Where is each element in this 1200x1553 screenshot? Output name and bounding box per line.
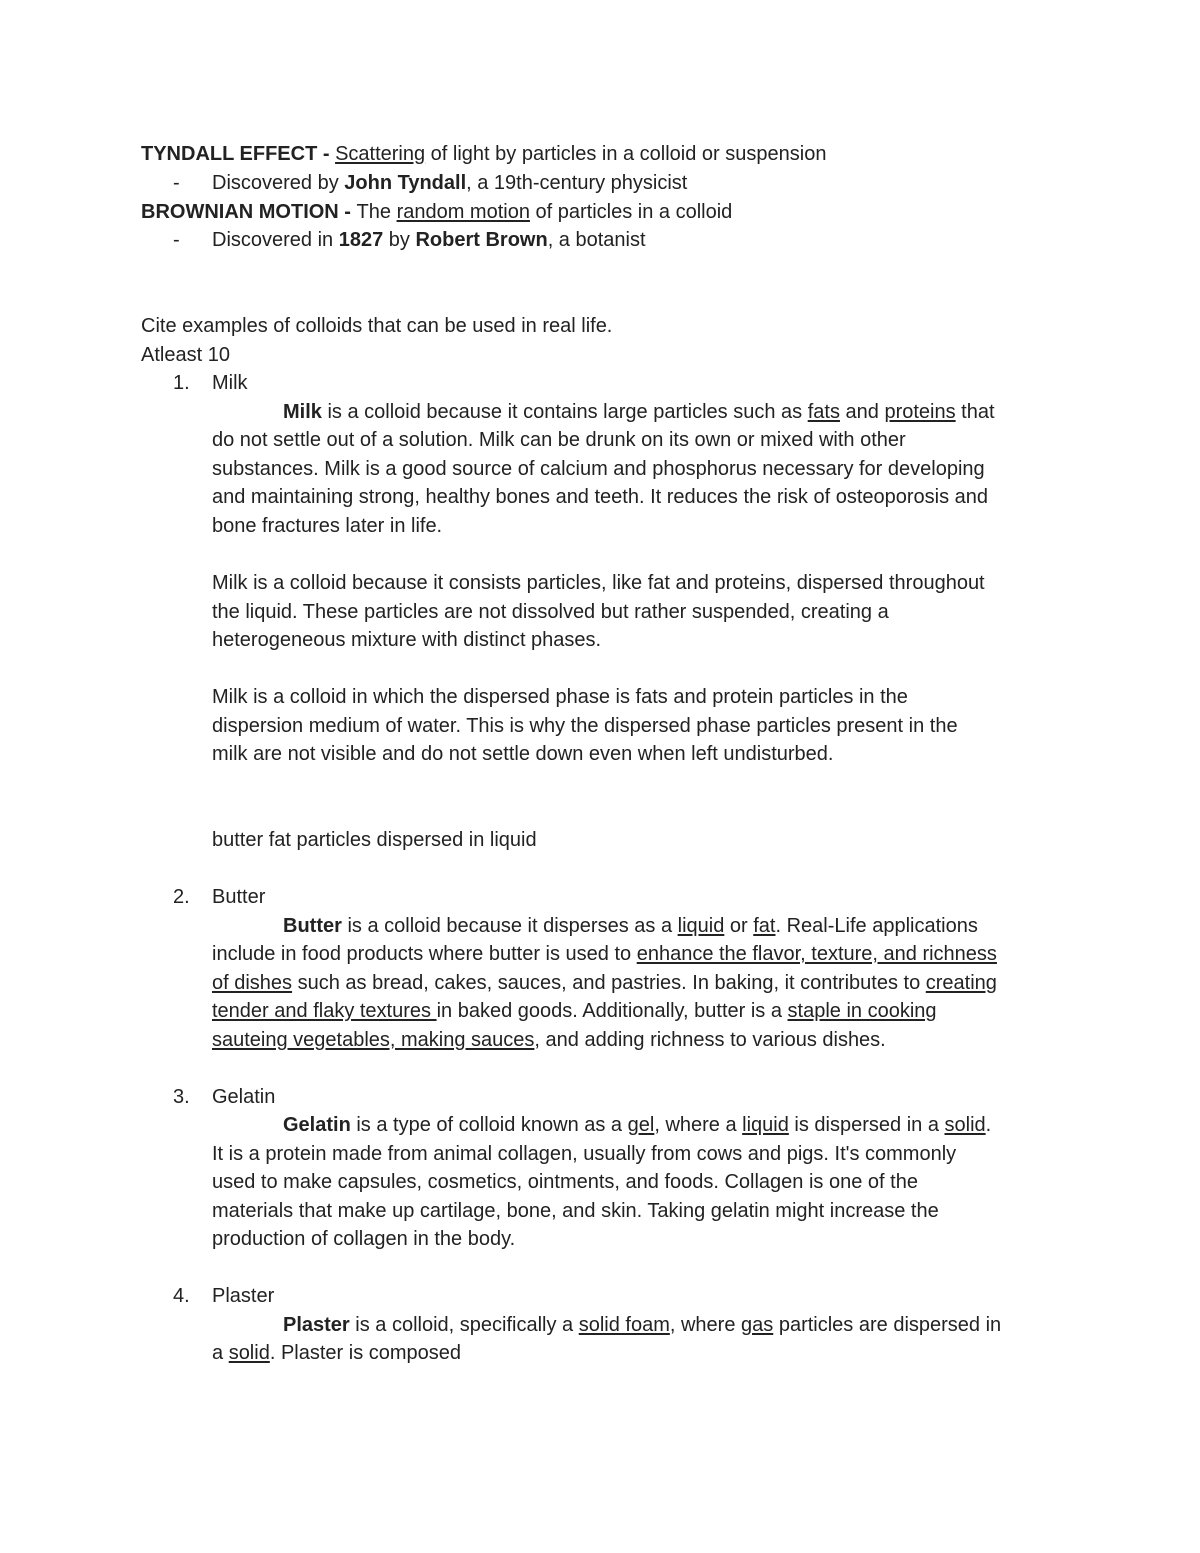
gelatin-paragraph-line: It is a protein made from animal collagen, usually from cows and pigs. It's commonly xyxy=(212,1143,957,1165)
gelatin-paragraph-line: production of collagen in the body. xyxy=(212,1228,516,1250)
tyndall-discovery-pre: Discovered by xyxy=(212,172,345,194)
prompt-count: Atleast 10 xyxy=(141,344,230,366)
milk-paragraph-line: and maintaining strong, healthy bones and teeth. It reduces the risk of osteoporosis and xyxy=(212,486,989,508)
list-item-title: Butter xyxy=(212,886,266,908)
plaster-text: . Plaster is composed xyxy=(269,1342,462,1364)
plaster-keyword: gas xyxy=(741,1314,774,1336)
butter-paragraph-line xyxy=(283,914,978,938)
butter-keyword: liquid xyxy=(677,915,725,937)
plaster-paragraph-line xyxy=(212,1341,461,1365)
milk-note: butter fat particles dispersed in liquid xyxy=(212,829,537,851)
milk-paragraph-line: Milk is a colloid because it consists particles, like fat and proteins, dispersed throughout xyxy=(212,572,985,594)
milk-bold: Milk xyxy=(283,401,322,423)
tyndall-discovery xyxy=(212,171,687,195)
milk-paragraph-line xyxy=(283,400,995,424)
plaster-text: a xyxy=(212,1342,229,1364)
plaster-keyword: solid foam xyxy=(578,1314,670,1336)
milk-paragraph-line: substances. Milk is a good source of calcium and phosphorus necessary for developing xyxy=(212,458,985,480)
butter-paragraph-line xyxy=(212,971,997,995)
milk-paragraph-line: Milk is a colloid in which the dispersed phase is fats and protein particles in the xyxy=(212,686,908,708)
brownian-discovery-pre: Discovered in xyxy=(212,229,339,251)
list-number: 4. xyxy=(173,1285,190,1307)
brownian-discovery-post: , a botanist xyxy=(547,229,646,251)
gelatin-text: . xyxy=(985,1114,992,1136)
brownian-keyword: random motion xyxy=(396,201,530,223)
milk-text: that xyxy=(955,401,995,423)
butter-keyword: tender and flaky textures xyxy=(212,1000,437,1022)
gelatin-bold: Gelatin xyxy=(283,1114,351,1136)
gelatin-text: is a type of colloid known as a xyxy=(350,1114,628,1136)
butter-text: include in food products where butter is used to xyxy=(212,943,637,965)
tyndall-term: TYNDALL EFFECT - xyxy=(141,143,336,165)
butter-keyword: enhance the flavor, texture, and richness xyxy=(636,943,997,965)
tyndall-discovery-post: , a 19th-century physicist xyxy=(466,172,688,194)
milk-text: is a colloid because it contains large particles such as xyxy=(321,401,808,423)
milk-paragraph-line: milk are not visible and do not settle down even when left undisturbed. xyxy=(212,743,834,765)
prompt-line: Cite examples of colloids that can be used in real life. xyxy=(141,315,613,337)
butter-keyword: staple in cooking xyxy=(787,1000,937,1022)
tyndall-discoverer: John Tyndall xyxy=(344,172,467,194)
list-number: 3. xyxy=(173,1086,190,1108)
brownian-bullet: - xyxy=(173,229,180,251)
gelatin-keyword: gel xyxy=(627,1114,655,1136)
plaster-text: , where xyxy=(669,1314,742,1336)
brownian-discovery xyxy=(212,228,646,252)
gelatin-paragraph-line: used to make capsules, cosmetics, ointments, and foods. Collagen is one of the xyxy=(212,1171,918,1193)
brownian-text: of particles in a colloid xyxy=(529,201,733,223)
gelatin-text: is dispersed in a xyxy=(788,1114,945,1136)
milk-paragraph-line: the liquid. These particles are not dissolved but rather suspended, creating a xyxy=(212,601,889,623)
gelatin-paragraph-line xyxy=(283,1113,991,1137)
list-number: 1. xyxy=(173,372,190,394)
milk-paragraph-line: bone fractures later in life. xyxy=(212,515,443,537)
butter-text: . Real-Life applications xyxy=(775,915,978,937)
butter-keyword: sauteing vegetables, making sauces xyxy=(212,1029,535,1051)
list-item-title: Gelatin xyxy=(212,1086,276,1108)
milk-paragraph-line: dispersion medium of water. This is why the dispersed phase particles present in the xyxy=(212,715,958,737)
brownian-pre: The xyxy=(356,201,397,223)
butter-paragraph-line xyxy=(212,999,937,1023)
brownian-year: 1827 xyxy=(338,229,384,251)
butter-text: , and adding richness to various dishes. xyxy=(534,1029,886,1051)
list-number: 2. xyxy=(173,886,190,908)
butter-keyword: creating xyxy=(925,972,997,994)
plaster-text: particles are dispersed in xyxy=(773,1314,1002,1336)
list-item-title: Milk xyxy=(212,372,248,394)
milk-keyword-proteins: proteins xyxy=(884,401,956,423)
gelatin-paragraph-line: materials that make up cartilage, bone, and skin. Taking gelatin might increase the xyxy=(212,1200,939,1222)
butter-keyword: of dishes xyxy=(212,972,293,994)
plaster-paragraph-line xyxy=(283,1313,1001,1337)
butter-paragraph-line xyxy=(212,1028,886,1052)
brownian-definition xyxy=(141,200,732,224)
tyndall-keyword: Scattering xyxy=(335,143,426,165)
butter-paragraph-line xyxy=(212,942,997,966)
brownian-term: BROWNIAN MOTION - xyxy=(141,201,357,223)
milk-paragraph-line: heterogeneous mixture with distinct phases. xyxy=(212,629,602,651)
milk-keyword-fats: fats xyxy=(807,401,840,423)
butter-text: is a colloid because it disperses as a xyxy=(341,915,678,937)
gelatin-keyword: liquid xyxy=(742,1114,789,1136)
milk-paragraph-line: do not settle out of a solution. Milk can be drunk on its own or mixed with other xyxy=(212,429,906,451)
plaster-text: is a colloid, specifically a xyxy=(349,1314,579,1336)
butter-text: such as bread, cakes, sauces, and pastries. In baking, it contributes to xyxy=(292,972,926,994)
brownian-discoverer: Robert Brown xyxy=(415,229,548,251)
tyndall-text: of light by particles in a colloid or suspension xyxy=(425,143,827,165)
butter-text: or xyxy=(724,915,754,937)
butter-bold: Butter xyxy=(283,915,342,937)
tyndall-bullet: - xyxy=(173,172,180,194)
gelatin-text: , where a xyxy=(654,1114,743,1136)
tyndall-definition xyxy=(141,142,826,166)
butter-text: in baked goods. Additionally, butter is a xyxy=(436,1000,788,1022)
milk-text: and xyxy=(839,401,885,423)
butter-keyword: fat xyxy=(753,915,776,937)
list-item-title: Plaster xyxy=(212,1285,275,1307)
brownian-discovery-mid: by xyxy=(383,229,416,251)
plaster-bold: Plaster xyxy=(283,1314,350,1336)
plaster-keyword: solid xyxy=(228,1342,270,1364)
gelatin-keyword: solid xyxy=(944,1114,986,1136)
